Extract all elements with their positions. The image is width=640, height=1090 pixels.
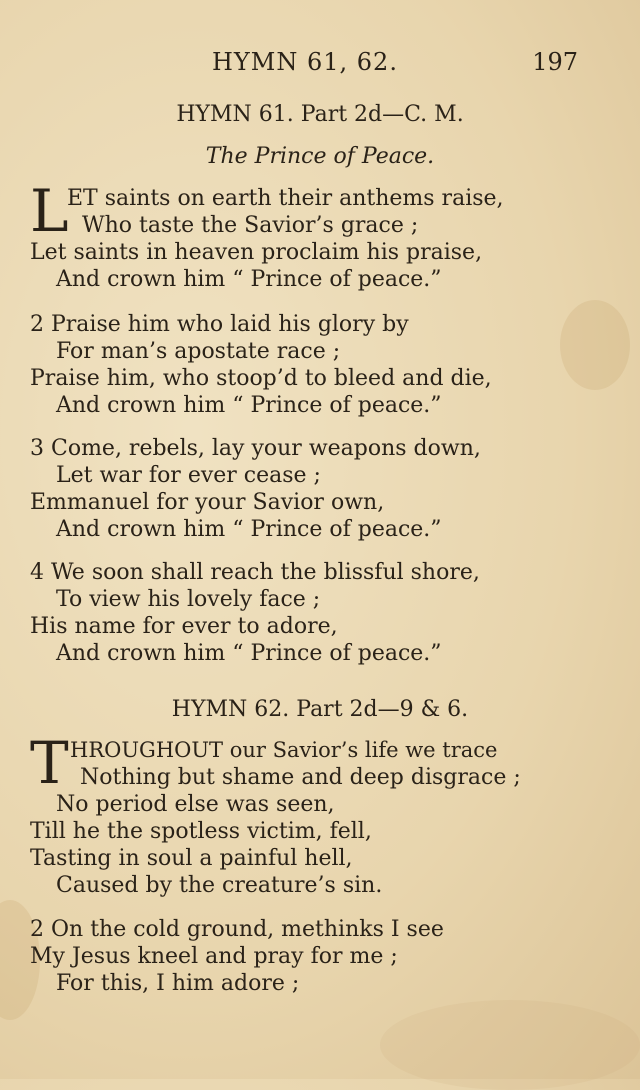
verse-line: And crown him “ Prince of peace.” bbox=[56, 267, 442, 292]
verse-line: For this, I him adore ; bbox=[56, 971, 300, 996]
hymn-61-subtitle: The Prince of Peace. bbox=[205, 144, 435, 169]
hymn-61-title: HYMN 61. Part 2d—C. M. bbox=[176, 102, 464, 127]
verse-line: Emmanuel for your Savior own, bbox=[30, 490, 385, 515]
verse-line: His name for ever to adore, bbox=[30, 614, 338, 639]
verse-line: Praise him, who stoop’d to bleed and die, bbox=[30, 366, 492, 391]
hymn-62-title: HYMN 62. Part 2d—9 & 6. bbox=[171, 697, 469, 722]
verse-line: ET saints on earth their anthems raise, bbox=[67, 186, 504, 211]
verse-line: HROUGHOUT our Savior’s life we trace bbox=[70, 738, 498, 762]
verse-line: To view his lovely face ; bbox=[56, 587, 321, 612]
verse-line: And crown him “ Prince of peace.” bbox=[56, 641, 442, 666]
verse-line: Let saints in heaven proclaim his praise, bbox=[30, 240, 483, 265]
paper-stain bbox=[380, 1000, 640, 1090]
hymn-61-dropcap: L bbox=[30, 177, 69, 245]
verse-line: 3 Come, rebels, lay your weapons down, bbox=[30, 436, 481, 461]
verse-line: And crown him “ Prince of peace.” bbox=[56, 517, 442, 542]
verse-line: 2 Praise him who laid his glory by bbox=[30, 312, 409, 337]
page-header bbox=[0, 48, 640, 84]
verse-line: 4 We soon shall reach the blissful shore, bbox=[30, 560, 480, 585]
verse-line: Let war for ever cease ; bbox=[56, 463, 321, 488]
page-number: 197 bbox=[532, 48, 578, 76]
verse-line: Nothing but shame and deep disgrace ; bbox=[80, 765, 521, 790]
verse-line: Till he the spotless victim, fell, bbox=[30, 819, 372, 844]
hymn-62-dropcap: T bbox=[30, 729, 69, 797]
verse-line: And crown him “ Prince of peace.” bbox=[56, 393, 442, 418]
verse-line: 2 On the cold ground, methinks I see bbox=[30, 917, 444, 942]
verse-line: Caused by the creature’s sin. bbox=[56, 873, 383, 898]
running-title: HYMN 61, 62. bbox=[212, 48, 398, 76]
verse-line: My Jesus kneel and pray for me ; bbox=[30, 944, 398, 969]
verse-line: Tasting in soul a painful hell, bbox=[30, 846, 353, 871]
verse-line: Who taste the Savior’s grace ; bbox=[82, 213, 419, 238]
verse-line: No period else was seen, bbox=[56, 792, 335, 817]
verse-line: For man’s apostate race ; bbox=[56, 339, 341, 364]
paper-stain bbox=[560, 300, 630, 390]
